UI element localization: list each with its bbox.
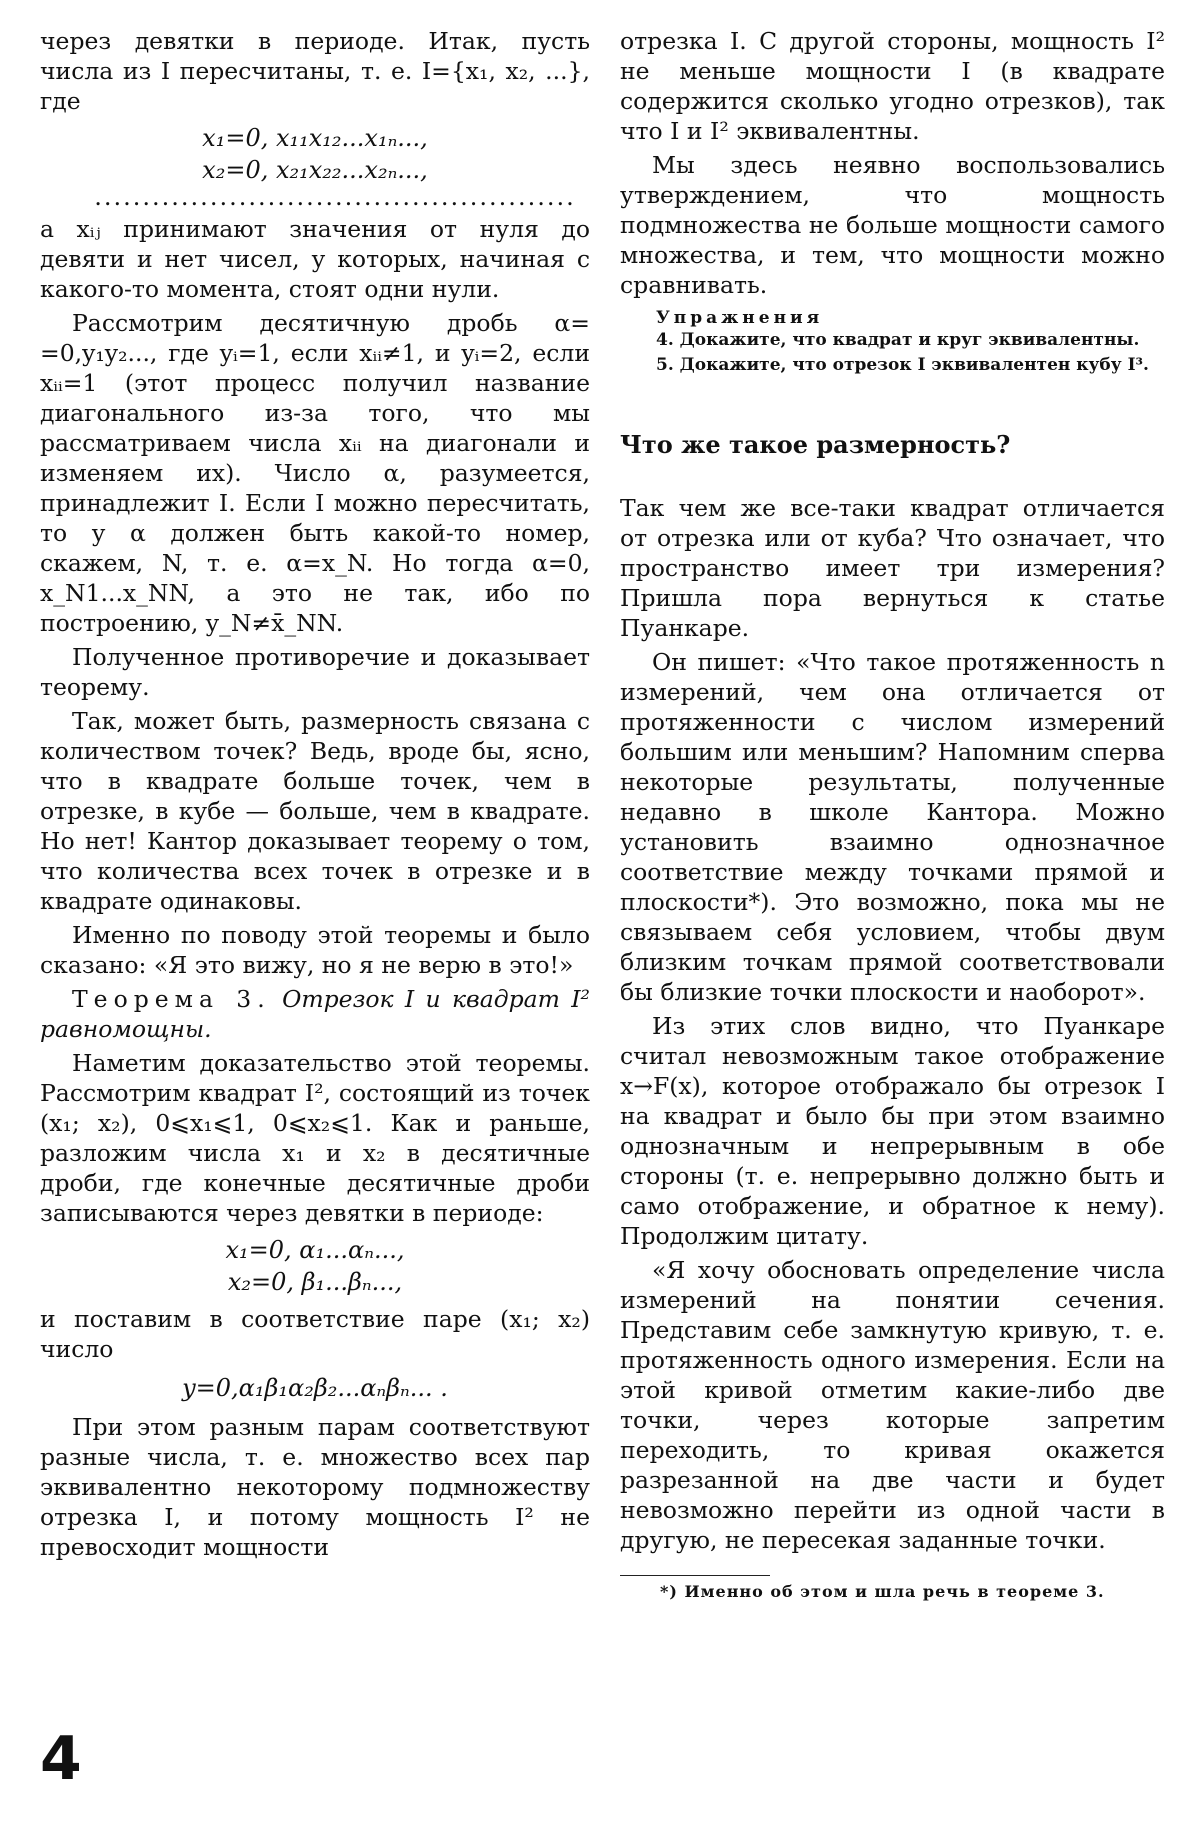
theorem-statement [40, 984, 590, 1044]
paragraph: Из этих слов видно, что Пуанкаре считал невозможным такое отображение x→F(x), которое отображало бы отрезок I на квадрат и было бы при этом взаимно однозначным и непрерывным в обе стороны (т. е. непрерывно должно быть и само отображение, и обратное к нему). Продолжим цитату. [620, 1012, 1165, 1250]
theorem-text: Отрезок I и квадрат I² равномощны. [40, 985, 590, 1043]
paragraph: через девятки в периоде. Итак, пусть числа из I пересчитаны, т. е. I={x₁, x₂, ...}, где [40, 27, 590, 115]
theorem-label: Теорема 3. [72, 985, 271, 1013]
footnote-divider [620, 1575, 770, 1576]
paragraph: Так чем же все-таки квадрат отличается от отрезка или от куба? Что означает, что пространство имеет три измерения? Пришла пора вернуться к статье Пуанкаре. [620, 494, 1165, 642]
left-column [40, 26, 590, 1562]
paragraph: и поставим в соответствие паре (x₁; x₂) число [40, 1305, 590, 1363]
paragraph: отрезка I. С другой стороны, мощность I² не меньше мощности I (в квадрате содержится сколько угодно отрезков), так что I и I² эквивалентны. [620, 27, 1165, 145]
formula-alpha: x₁=0, α₁...αₙ..., [225, 1236, 405, 1264]
paragraph: Мы здесь неявно воспользовались утверждением, что мощность подмножества не больше мощности самого множества, и тем, что мощности можно сравнивать. [620, 151, 1165, 299]
exercises-heading: Упражнения [656, 308, 824, 328]
formula-x1: x₁=0, x₁₁x₁₂...x₁ₙ..., [202, 124, 428, 152]
paragraph: Наметим доказательство этой теоремы. Рассмотрим квадрат I², состоящий из точек (x₁; x₂), 0⩽x₁⩽1, 0⩽x₂⩽1. Как и раньше, разложим числа x₁ и x₂ в десятичные дроби, где конечные десятичные дроби записываются через девятки в периоде: [40, 1049, 590, 1227]
dots-row: .................................................. [94, 186, 576, 208]
formula-x2: x₂=0, x₂₁x₂₂...x₂ₙ..., [202, 156, 428, 184]
footnote: *) Именно об этом и шла речь в теореме 3. [660, 1582, 1105, 1601]
formula-beta: x₂=0, β₁...βₙ..., [227, 1268, 403, 1296]
paragraph: Так, может быть, размерность связана с количеством точек? Ведь, вроде бы, ясно, что в квадрате больше точек, чем в отрезке, в кубе — больше, чем в квадрате. Но нет! Кантор доказывает теорему о том, что количества всех точек в отрезке и в квадрате одинаковы. [40, 707, 590, 915]
paragraph: Рассмотрим десятичную дробь α= =0,y₁y₂..., где yᵢ=1, если xᵢᵢ≠1, и yᵢ=2, если xᵢᵢ=1 (этот процесс получил название диагонального из-за того, что мы рассматриваем числа xᵢᵢ на диагонали и изменяем их). Число α, разумеется, принадлежит I. Если I можно пересчитать, то у α должен быть какой-то номер, скажем, N, т. е. α=x_N. Но тогда α=0, x_N1...x_NN, а это не так, ибо по построению, y_N≠x̄_NN. [40, 309, 590, 637]
right-column [620, 26, 1165, 1604]
paragraph: Полученное противоречие и доказывает теорему. [40, 643, 590, 701]
exercise-5: 5. Докажите, что отрезок I эквивалентен кубу I³. [656, 355, 1149, 375]
formula-y: y=0,α₁β₁α₂β₂...αₙβₙ... . [182, 1374, 448, 1402]
paragraph: При этом разным парам соответствуют разные числа, т. е. множество всех пар эквивалентно некоторому подмножеству отрезка I, и потому мощность I² не превосходит мощности [40, 1413, 590, 1561]
paragraph: Именно по поводу этой теоремы и было сказано: «Я это вижу, но я не верю в это!» [40, 921, 590, 979]
page-number: 4 [40, 1724, 82, 1794]
section-title: Что же такое размерность? [620, 430, 1011, 459]
exercise-4: 4. Докажите, что квадрат и круг эквивалентны. [656, 330, 1140, 350]
paragraph: «Я хочу обосновать определение числа измерений на понятии сечения. Представим себе замкнутую кривую, т. е. протяженность одного измерения. Если на этой кривой отметим какие-либо две точки, через которые запретим переходить, то кривая окажется разрезанной на две части и будет невозможно перейти из одной части в другую, не пересекая заданные точки. [620, 1256, 1165, 1554]
paragraph: Он пишет: «Что такое протяженность n измерений, чем она отличается от протяженности с числом измерений большим или меньшим? Напомним сперва некоторые результаты, полученные недавно в школе Кантора. Можно установить взаимно однозначное соответствие между точками прямой и плоскости*). Это возможно, пока мы не связываем себя условием, чтобы двум близким точкам прямой соответствовали бы близкие точки плоскости и наоборот». [620, 648, 1165, 1006]
paragraph: а xᵢⱼ принимают значения от нуля до девяти и нет чисел, у которых, начиная с какого-то момента, стоят одни нули. [40, 215, 590, 303]
